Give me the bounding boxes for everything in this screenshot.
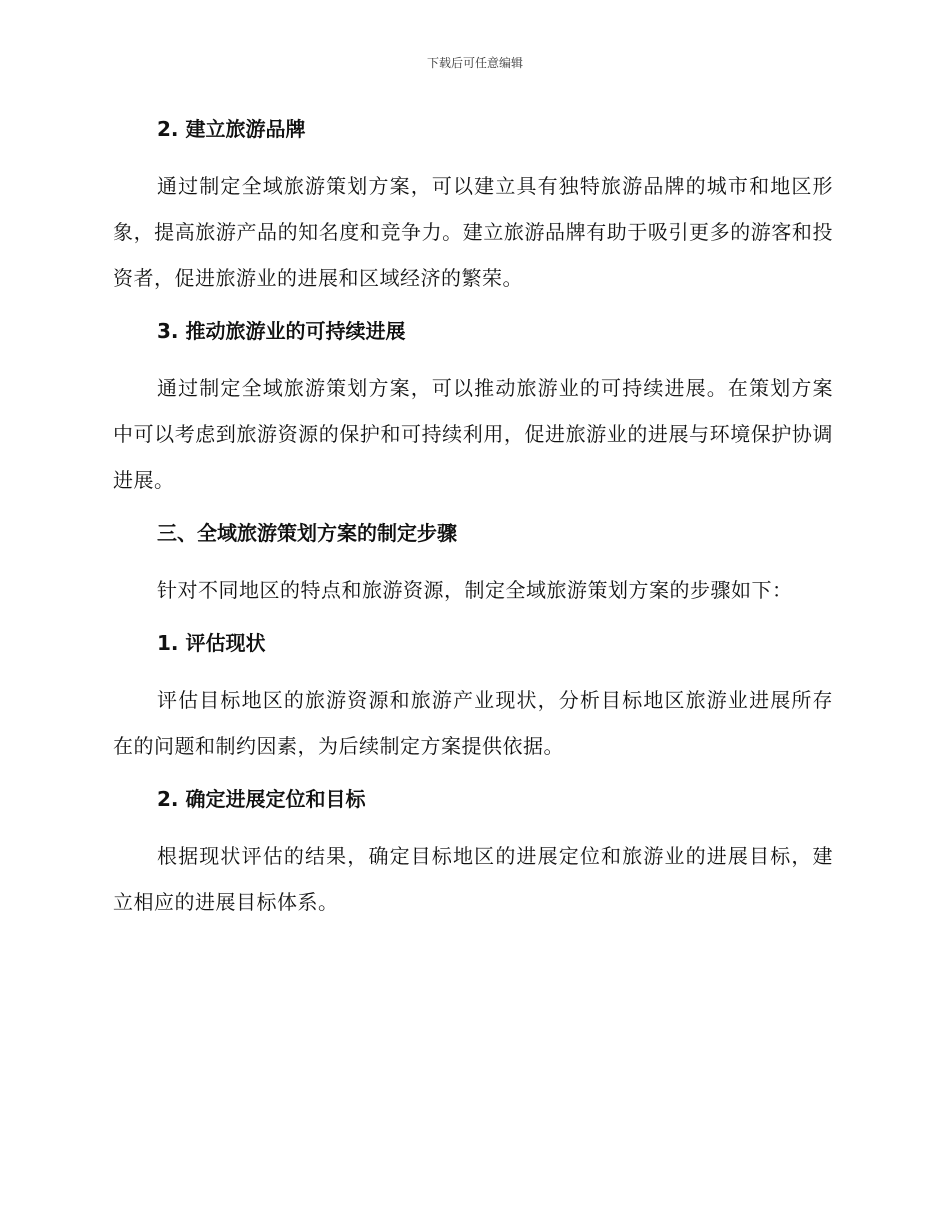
paragraph-positioning: 根据现状评估的结果，确定目标地区的进展定位和旅游业的进展目标，建立相应的进展目标体系。 bbox=[113, 844, 833, 914]
header-note: 下载后可任意编辑 bbox=[426, 56, 523, 70]
paragraph-build-brand: 通过制定全域旅游策划方案，可以建立具有独特旅游品牌的城市和地区形象，提高旅游产品的知名度和竞争力。建立旅游品牌有助于吸引更多的游客和投资者，促进旅游业的进展和区域经济的繁荣。 bbox=[113, 174, 833, 290]
section-heading-positioning: 2. 确定进展定位和目标 bbox=[157, 787, 366, 811]
document-body bbox=[113, 113, 833, 939]
paragraph-assess: 评估目标地区的旅游资源和旅游产业现状，分析目标地区旅游业进展所存在的问题和制约因素，为后续制定方案提供依据。 bbox=[113, 688, 833, 758]
section-heading-build-brand: 2. 建立旅游品牌 bbox=[157, 117, 306, 141]
paragraph-sustainable: 通过制定全域旅游策划方案，可以推动旅游业的可持续进展。在策划方案中可以考虑到旅游资源的保护和可持续利用，促进旅游业的进展与环境保护协调进展。 bbox=[113, 376, 833, 492]
section-heading-assess: 1. 评估现状 bbox=[157, 631, 266, 655]
section-heading-steps: 三、全域旅游策划方案的制定步骤 bbox=[157, 521, 457, 545]
paragraph-steps-intro: 针对不同地区的特点和旅游资源，制定全域旅游策划方案的步骤如下： bbox=[157, 578, 793, 602]
section-heading-sustainable: 3. 推动旅游业的可持续进展 bbox=[157, 319, 406, 343]
